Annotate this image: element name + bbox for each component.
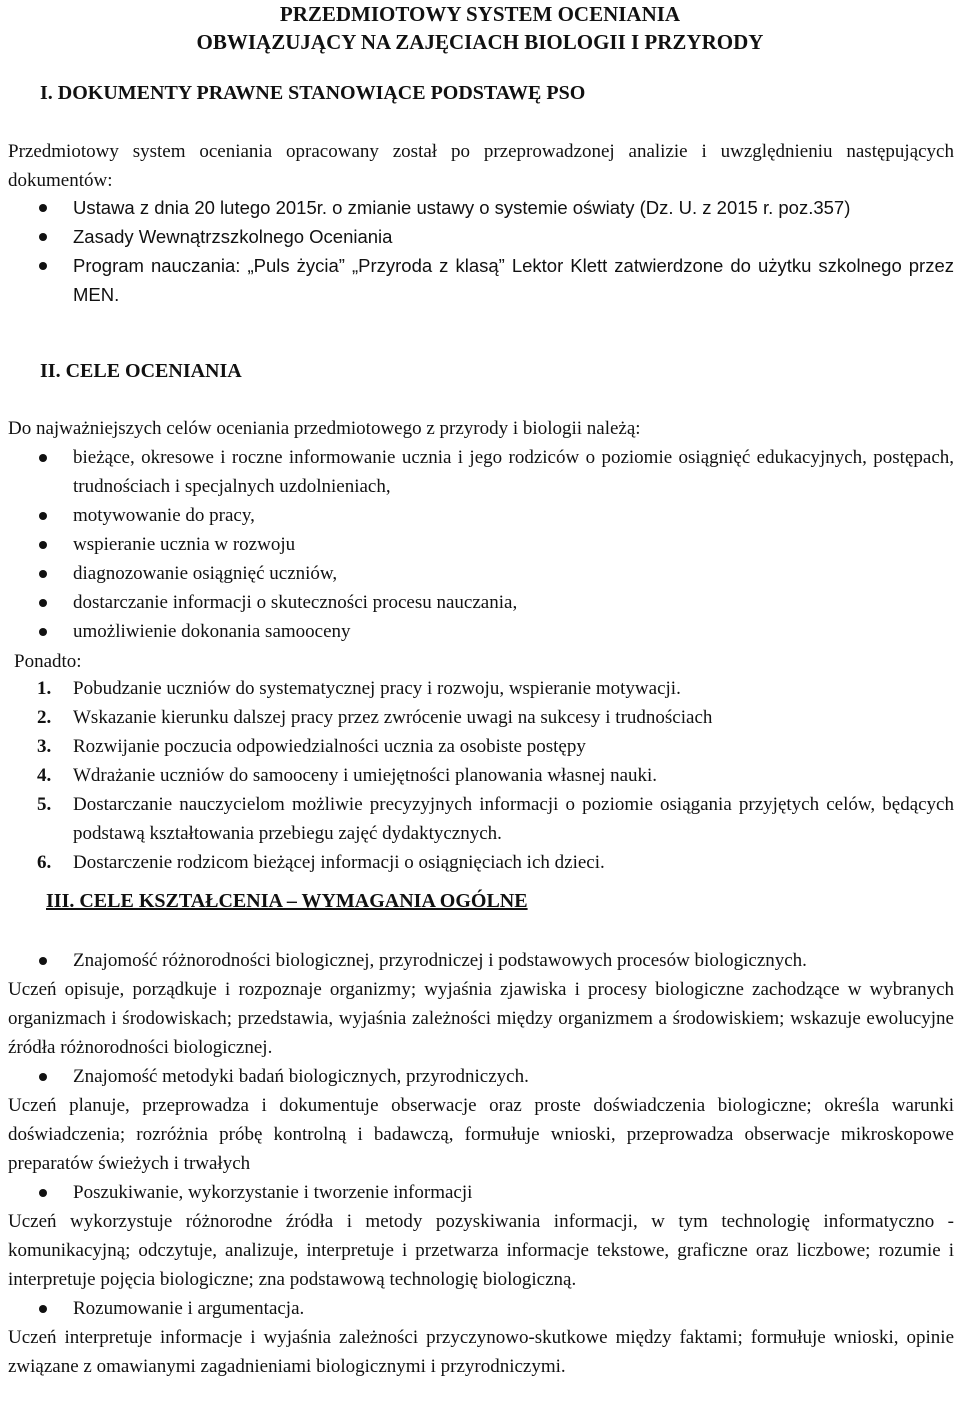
bullet-icon [39, 512, 47, 520]
numbered-item: 6. Dostarczenie rodzicom bieżącej informacji o osiągnięciach ich dzieci. [37, 852, 605, 873]
section-1-intro: Przedmiotowy system oceniania opracowany został po przeprowadzonej analizie i uwzględnieniu następujących dokumentów: [8, 141, 954, 191]
bullet-icon [39, 204, 47, 212]
bullet-icon [39, 1189, 47, 1197]
bullet-icon [39, 1305, 47, 1313]
bullet-icon [39, 454, 47, 462]
bullet-icon [39, 628, 47, 636]
numbered-item: 5. Dostarczanie nauczycielom możliwie precyzyjnych informacji o poziomie osiągania przyjętych celów, będących podstawą kształtowania przebiegu zajęć dydaktycznych. [37, 794, 954, 844]
section-2-intro: Do najważniejszych celów oceniania przedmiotowego z przyrody i biologii należą: [8, 418, 641, 439]
bullet-icon [39, 541, 47, 549]
list-item: diagnozowanie osiągnięć uczniów, [0, 559, 954, 588]
section-1-heading: I. DOKUMENTY PRAWNE STANOWIĄCE PODSTAWĘ PSO [40, 82, 586, 104]
list-item: umożliwienie dokonania samooceny [0, 617, 954, 646]
title-line-1: PRZEDMIOTOWY SYSTEM OCENIANIA [279, 2, 681, 26]
section-3-paragraph: Uczeń planuje, przeprowadza i dokumentuje obserwacje oraz proste doświadczenia biologiczne; określa warunki doświadczenia; rozróżnia próbę kontrolną i badawczą, formułuje wnioski, przeprowadza obserwacje mikroskopowe preparatów świeżych i trwałych [8, 1095, 954, 1174]
section-3-paragraph: Uczeń interpretuje informacje i wyjaśnia zależności przyczynowo-skutkowe między faktami; formułuje wnioski, opinie związane z omawianymi zagadnieniami biologicznymi i przyrodniczymi. [8, 1327, 954, 1377]
section-3-paragraph: Uczeń opisuje, porządkuje i rozpoznaje organizmy; wyjaśnia zjawiska i procesy biologiczne zachodzące w wybranych organizmach i środowiskach; przedstawia, wyjaśnia zależności między organizmem a środowiskiem; wskazuje ewolucyjne źródła różnorodności biologicznej. [8, 979, 954, 1058]
bullet-icon [39, 570, 47, 578]
list-item: Znajomość metodyki badań biologicznych, przyrodniczych. [0, 1062, 954, 1091]
list-item: Zasady Wewnątrzszkolnego Oceniania [0, 222, 954, 251]
numbered-item: 4. Wdrażanie uczniów do samooceny i umiejętności planowania własnej nauki. [37, 765, 658, 786]
bullet-icon [39, 957, 47, 965]
bullet-icon [39, 1073, 47, 1081]
section-3-heading: III. CELE KSZTAŁCENIA – WYMAGANIA OGÓLNE [46, 890, 528, 912]
section-3-bullet [0, 1294, 954, 1323]
document-title [0, 0, 960, 56]
ponadto-label: Ponadto: [14, 651, 82, 672]
list-item: Poszukiwanie, wykorzystanie i tworzenie informacji [0, 1178, 954, 1207]
bullet-icon [39, 599, 47, 607]
section-2-heading: II. CELE OCENIANIA [40, 360, 242, 382]
list-item: Ustawa z dnia 20 lutego 2015r. o zmianie ustawy o systemie oświaty (Dz. U. z 2015 r. poz.357) [0, 193, 954, 222]
list-item: Rozumowanie i argumentacja. [0, 1294, 954, 1323]
numbered-item: 2. Wskazanie kierunku dalszej pracy przez zwrócenie uwagi na sukcesy i trudnościach [37, 707, 713, 728]
list-item: motywowanie do pracy, [0, 501, 954, 530]
section-3-bullet [0, 1062, 954, 1091]
section-3-bullet [0, 946, 954, 975]
numbered-item: 1. Pobudzanie uczniów do systematycznej pracy i rozwoju, wspieranie motywacji. [37, 678, 681, 699]
bullet-icon [39, 262, 47, 270]
section-3-paragraph: Uczeń wykorzystuje różnorodne źródła i metody pozyskiwania informacji, w tym technologię informatyczno - komunikacyjną; odczytuje, analizuje, interpretuje i przetwarza informacje tekstowe, graficzne oraz liczbowe; rozumie i interpretuje pojęcia biologiczne; zna podstawową technologię biologiczną. [8, 1211, 954, 1290]
numbered-item: 3. Rozwijanie poczucia odpowiedzialności ucznia za osobiste postępy [37, 736, 586, 757]
section-2-numbered-list [0, 674, 954, 877]
section-2-list [0, 443, 954, 646]
list-item: bieżące, okresowe i roczne informowanie ucznia i jego rodziców o poziomie osiągnięć edukacyjnych, postępach, trudnościach i specjalnych uzdolnieniach, [0, 443, 954, 501]
list-item: wspieranie ucznia w rozwoju [0, 530, 954, 559]
bullet-icon [39, 233, 47, 241]
list-item: dostarczanie informacji o skuteczności procesu nauczania, [0, 588, 954, 617]
title-line-2: OBWIĄZUJĄCY NA ZAJĘCIACH BIOLOGII I PRZYRODY [196, 30, 764, 54]
section-3-bullet [0, 1178, 954, 1207]
list-item: Znajomość różnorodności biologicznej, przyrodniczej i podstawowych procesów biologicznych. [0, 946, 954, 975]
section-1-list [0, 193, 954, 309]
list-item: Program nauczania: „Puls życia” „Przyroda z klasą” Lektor Klett zatwierdzone do użytku szkolnego przez MEN. [0, 251, 954, 309]
section-3-content [0, 946, 954, 1381]
